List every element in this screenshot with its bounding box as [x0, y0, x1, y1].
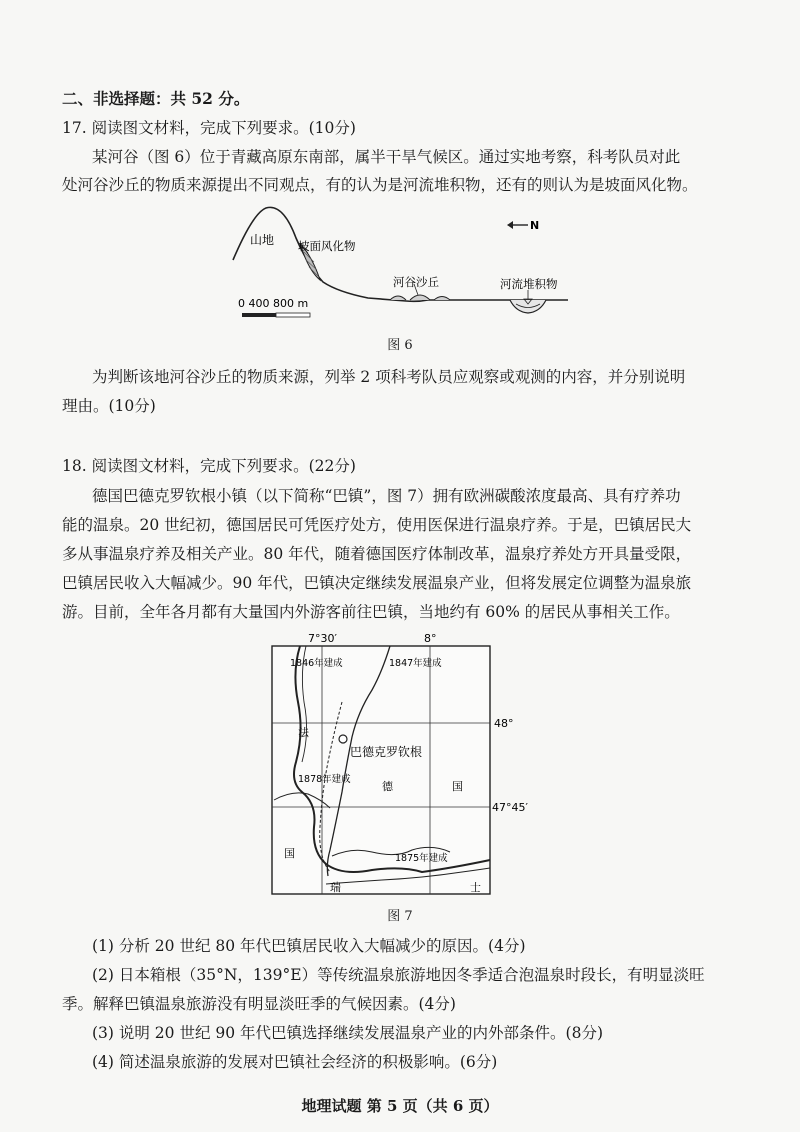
- q17-ask-line-2: 理由。(10分): [62, 397, 156, 415]
- label-1878: 1878年建成: [298, 774, 351, 785]
- label-mountain: 山地: [250, 233, 275, 247]
- town-marker: [339, 735, 347, 743]
- label-river-deposit: 河流堆积物: [500, 277, 558, 291]
- q17-title: 17. 阅读图文材料，完成下列要求。(10分): [62, 119, 356, 137]
- page-footer: 地理试题 第 5 页（共 6 页）: [301, 1097, 499, 1115]
- label-1846: 1846年建成: [290, 658, 343, 669]
- label-rui: 瑞: [330, 881, 341, 894]
- label-town: 巴德克罗钦根: [350, 745, 423, 759]
- scale-bar: [242, 313, 310, 317]
- label-de: 德: [382, 780, 393, 793]
- q18-para-line-1: 德国巴德克罗钦根小镇（以下简称“巴镇”，图 7）拥有欧洲碳酸浓度最高、具有疗养功: [92, 487, 681, 505]
- q18-title: 18. 阅读图文材料，完成下列要求。(22分): [62, 457, 356, 475]
- valley-dune-1: [390, 296, 406, 300]
- map-frame: [272, 646, 490, 894]
- label-slope-weathering: 坡面风化物: [298, 239, 356, 253]
- figure-6-valley-profile: [228, 198, 578, 323]
- q18-para-line-4: 巴镇居民收入大幅减少。90 年代，巴镇决定继续发展温泉产业，但将发展定位调整为温泉旅: [62, 574, 692, 592]
- label-fa: 法: [298, 726, 309, 739]
- lat-label-48: 48°: [494, 717, 514, 730]
- river-channel: [510, 300, 546, 313]
- section-heading: 二、非选择题：共 52 分。: [62, 89, 250, 108]
- q18-sub-1: (1) 分析 20 世纪 80 年代巴镇居民收入大幅减少的原因。(4分): [92, 937, 526, 955]
- q18-para-line-3: 多从事温泉疗养及相关产业。80 年代，随着德国医疗体制改革，温泉疗养处方开具量受限，: [62, 545, 692, 563]
- valley-dune-3: [434, 297, 450, 301]
- q17-para-line-2: 处河谷沙丘的物质来源提出不同观点，有的认为是河流堆积物，还有的则认为是坡面风化物。: [62, 176, 698, 194]
- lon-label-7-30: 7°30′: [308, 632, 337, 645]
- figure-7-caption: 图 7: [387, 909, 413, 924]
- q18-para-line-5: 游。目前，全年各月都有大量国内外游客前往巴镇，当地约有 60% 的居民从事相关工作。: [62, 603, 680, 621]
- q18-sub-4: (4) 简述温泉旅游的发展对巴镇社会经济的积极影响。(6分): [92, 1053, 498, 1071]
- label-guo-right: 国: [452, 780, 463, 793]
- label-1875: 1875年建成: [395, 853, 448, 864]
- q17-para-line-1: 某河谷（图 6）位于青藏高原东南部，属半干旱气候区。通过实地考察，科考队员对此: [92, 148, 681, 166]
- figure-7-map: [262, 632, 542, 902]
- q18-sub-3: (3) 说明 20 世纪 90 年代巴镇选择继续发展温泉产业的内外部条件。(8分): [92, 1024, 603, 1042]
- q18-sub-2-line-2: 季。解释巴镇温泉旅游没有明显淡旺季的气候因素。(4分): [62, 995, 456, 1013]
- label-guo-left: 国: [284, 847, 295, 860]
- q18-sub-2-line-1: (2) 日本箱根（35°N，139°E）等传统温泉旅游地因冬季适合泡温泉时段长，有明显淡旺: [92, 966, 705, 984]
- label-shi: 士: [470, 881, 481, 894]
- north-arrow-icon: [507, 221, 528, 229]
- figure-6-caption: 图 6: [387, 338, 413, 353]
- scale-label: 0 400 800 m: [238, 297, 309, 310]
- north-label: N: [530, 219, 540, 232]
- q18-para-line-2: 能的温泉。20 世纪初，德国居民可凭医疗处方，使用医保进行温泉疗养。于是，巴镇居民大: [62, 516, 692, 534]
- label-1847: 1847年建成: [389, 658, 442, 669]
- lat-label-47-45: 47°45′: [492, 801, 528, 814]
- q17-ask-line-1: 为判断该地河谷沙丘的物质来源，列举 2 项科考队员应观察或观测的内容，并分别说明: [92, 368, 686, 386]
- lon-label-8: 8°: [424, 632, 437, 645]
- label-valley-dune: 河谷沙丘: [393, 275, 439, 289]
- valley-dune-2: [410, 295, 430, 300]
